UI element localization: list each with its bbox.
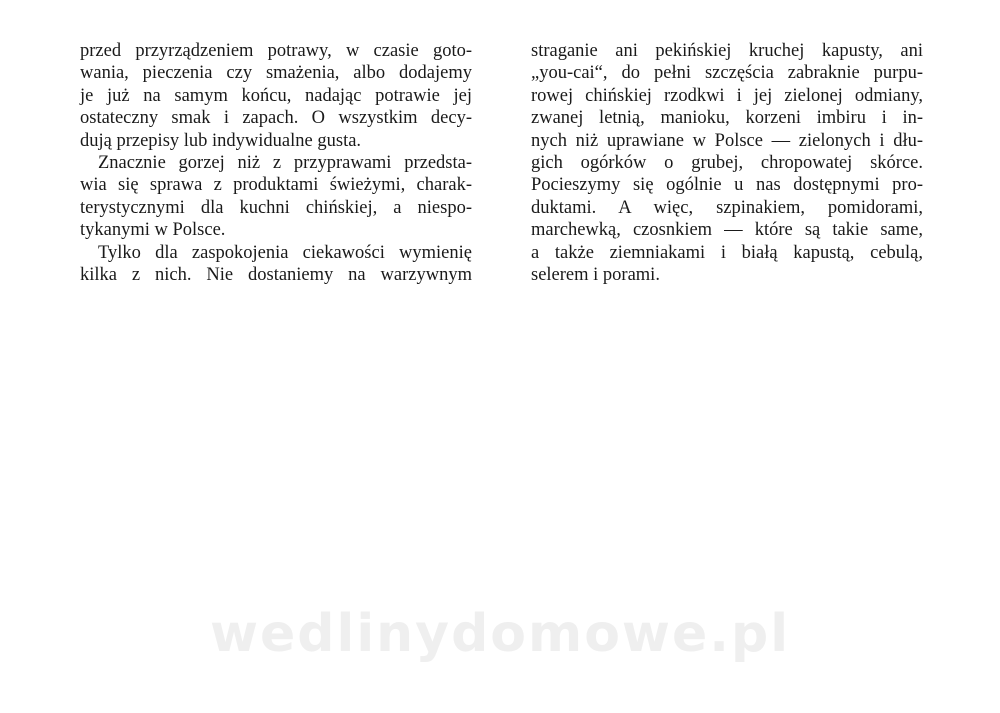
watermark: wedlinydomowe.pl — [209, 604, 791, 664]
text-line: Pocieszymy się ogólnie u nas dostępnymi pro- — [531, 175, 923, 196]
text-line: rowej chińskiej rzodkwi i jej zielonej odmiany, — [531, 85, 923, 106]
text-line: dują przepisy lub indywidualne gusta. — [80, 130, 362, 151]
text-line: a także ziemniakami i białą kapustą, cebulą, — [531, 242, 923, 263]
text-line: selerem i porami. — [531, 264, 660, 285]
text-line: straganie ani pekińskiej kruchej kapusty, ani — [531, 41, 923, 61]
text-line: zwanej letnią, manioku, korzeni imbiru i in- — [531, 108, 923, 129]
text-line: tykanymi w Polsce. — [80, 220, 226, 241]
text-line: duktami. A więc, szpinakiem, pomidorami, — [531, 197, 923, 218]
text-line: przed przyrządzeniem potrawy, w czasie goto- — [80, 41, 472, 61]
text-line: Znacznie gorzej niż z przyprawami przedsta- — [98, 152, 472, 173]
text-line: je już na samym końcu, nadając potrawie jej — [80, 85, 472, 106]
text-line: wania, pieczenia czy smażenia, albo dodajemy — [80, 63, 472, 84]
text-line: wia się sprawa z produktami świeżymi, charak- — [80, 175, 472, 196]
right-text-column — [531, 40, 923, 286]
text-line: „you-cai“, do pełni szczęścia zabraknie purpu- — [531, 63, 923, 84]
left-text-column — [80, 40, 472, 286]
text-line: Tylko dla zaspokojenia ciekawości wymienię — [98, 242, 472, 263]
text-line: ostateczny smak i zapach. O wszystkim decy- — [80, 108, 472, 129]
text-line: terystycznymi dla kuchni chińskiej, a niespo- — [80, 197, 472, 218]
text-line: gich ogórków o grubej, chropowatej skórce. — [531, 152, 923, 173]
text-line: marchewką, czosnkiem — które są takie same, — [531, 220, 923, 241]
text-line: nych niż uprawiane w Polsce — zielonych i dłu- — [531, 130, 923, 151]
text-line: kilka z nich. Nie dostaniemy na warzywnym — [80, 264, 472, 285]
